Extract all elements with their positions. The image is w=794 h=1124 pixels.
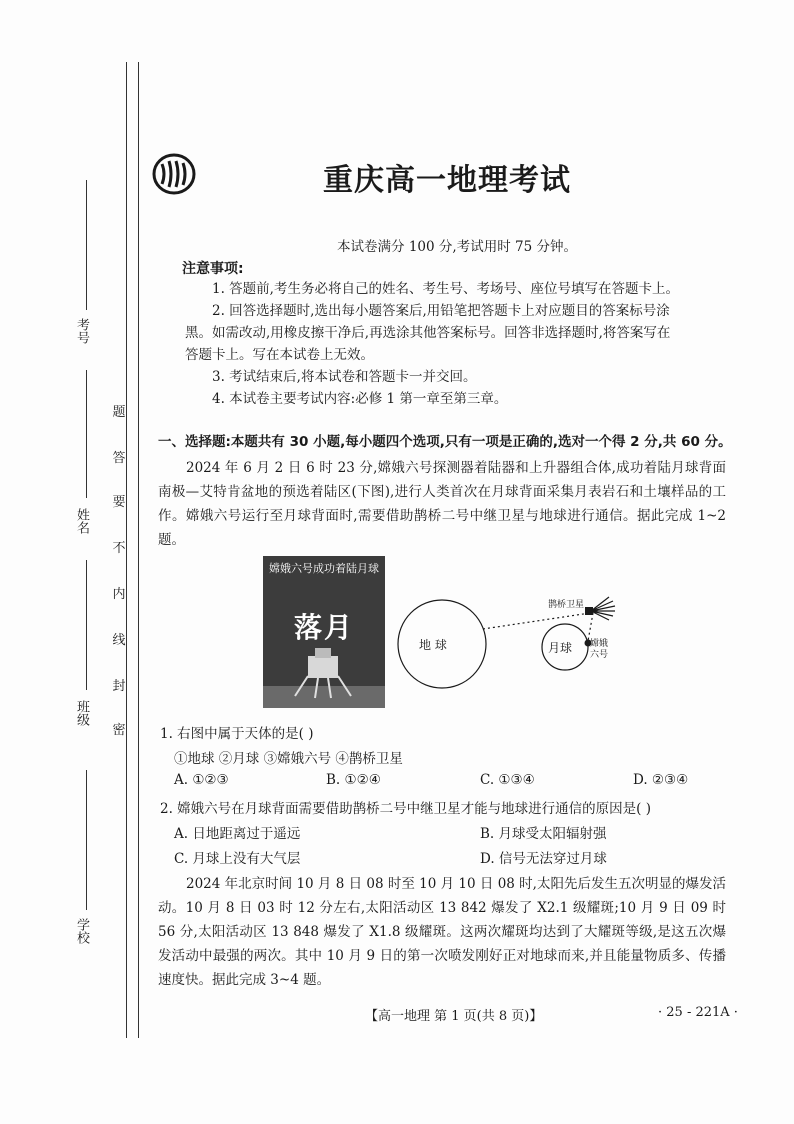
question-1-items: ①地球 ②月球 ③嫦娥六号 ④鹊桥卫星 <box>174 751 403 767</box>
notes-heading: 注意事项: <box>182 261 244 277</box>
satellite-label: 鹊桥卫星 <box>548 600 585 610</box>
name-blank <box>86 370 87 498</box>
seal-char: 线 <box>112 633 126 648</box>
page-footer: 【高一地理 第 1 页(共 8 页)】 <box>365 1009 543 1024</box>
passage-solar: 2024 年北京时间 10 月 8 日 08 时至 10 月 10 日 08 时,太阳先后发生五次明显的爆发活动。10 月 8 日 03 时 12 分左右,太阳活动区 13 842 爆发了 X2.1 级耀斑;10 月 9 日 09 时 56 分,太阳活动区 13 848 爆发了 X1.8 级耀斑。这两次耀斑均达到了大耀斑等级,是这五次爆发活动中最强的两次。其中 10 月 9 日的第一次喷发刚好正对地球而来,并且能量物质多、传播速度快。据此完成 3~4 题。 <box>158 876 726 988</box>
binding-line-inner <box>138 62 139 1038</box>
page-title: 重庆高一地理考试 <box>323 163 571 198</box>
seal-char: 内 <box>112 587 126 602</box>
class-blank <box>86 560 87 690</box>
seal-char: 封 <box>112 679 126 694</box>
seal-char: 要 <box>112 495 126 510</box>
probe-label: 嫦娥 <box>590 639 609 649</box>
landing-photo <box>263 556 385 708</box>
exam-subtitle: 本试卷满分 100 分,考试用时 75 分钟。 <box>337 239 577 255</box>
question-1-option-c: C. ①③④ <box>480 772 535 788</box>
name-label: 姓名 <box>74 508 89 534</box>
question-2-option-d: D. 信号无法穿过月球 <box>480 851 607 867</box>
signal-path-earth <box>483 613 590 629</box>
question-2-option-b: B. 月球受太阳辐射强 <box>480 826 607 842</box>
question-1-option-a: A. ①②③ <box>174 772 229 788</box>
note-line: 4. 本试卷主要考试内容:必修 1 第一章至第三章。 <box>212 391 508 407</box>
note-line: 1. 答题前,考生务必将自己的姓名、考生号、考场号、座位号填写在答题卡上。 <box>212 281 679 297</box>
question-2-stem: 2. 嫦娥六号在月球背面需要借助鹊桥二号中继卫星才能与地球进行通信的原因是( ) <box>160 801 651 817</box>
exam-no-label: 考号 <box>74 318 89 344</box>
question-2-option-a: A. 日地距离过于遥远 <box>174 826 301 842</box>
section-heading: 一、选择题:本题共有 30 小题,每小题四个选项,只有一项是正确的,选对一个得 2 分,共 60 分。 <box>158 434 732 450</box>
school-label: 学校 <box>74 918 89 944</box>
note-line: 黑。如需改动,用橡皮擦干净后,再选涂其他答案标号。回答非选择题时,将答案写在 <box>185 325 671 341</box>
binding-line-outer <box>126 62 127 1038</box>
passage-intro: 2024 年 6 月 2 日 6 时 23 分,嫦娥六号探测器着陆器和上升器组合体,成功着陆月球背面南极—艾特肯盆地的预选着陆区(下图),进行人类首次在月球背面采集月表岩石和土壤样品的工作。嫦娥六号运行至月球背面时,需要借助鹊桥二号中继卫星与地球进行通信。据此完成 1~2 题。 <box>158 460 726 548</box>
lander-icon <box>263 646 385 708</box>
question-2-option-c: C. 月球上没有大气层 <box>174 851 301 867</box>
seal-char: 答 <box>112 451 126 466</box>
satellite-icon <box>585 597 615 620</box>
question-1-option-d: D. ②③④ <box>633 772 689 788</box>
note-line: 答题卡上。写在本试卷上无效。 <box>185 347 374 363</box>
question-1-stem: 1. 右图中属于天体的是( ) <box>160 726 314 742</box>
class-label: 班级 <box>74 700 89 726</box>
probe-label: 六号 <box>590 650 609 660</box>
question-1-option-b: B. ①②④ <box>326 772 381 788</box>
seal-char: 密 <box>112 723 126 738</box>
seal-char: 题 <box>112 405 126 420</box>
moon-label: 月球 <box>548 641 573 655</box>
seal-char: 不 <box>112 541 126 556</box>
exam-code: · 25 - 221A · <box>658 1005 738 1020</box>
note-line: 3. 考试结束后,将本试卷和答题卡一并交回。 <box>212 369 477 385</box>
note-line: 2. 回答选择题时,选出每小题答案后,用铅笔把答题卡上对应题目的答案标号涂 <box>212 303 670 319</box>
school-blank <box>86 770 87 910</box>
photo-big-text: 落月 <box>293 611 354 644</box>
photo-caption: 嫦娥六号成功着陆月球 <box>269 562 379 575</box>
earth-label: 地 球 <box>419 638 447 652</box>
